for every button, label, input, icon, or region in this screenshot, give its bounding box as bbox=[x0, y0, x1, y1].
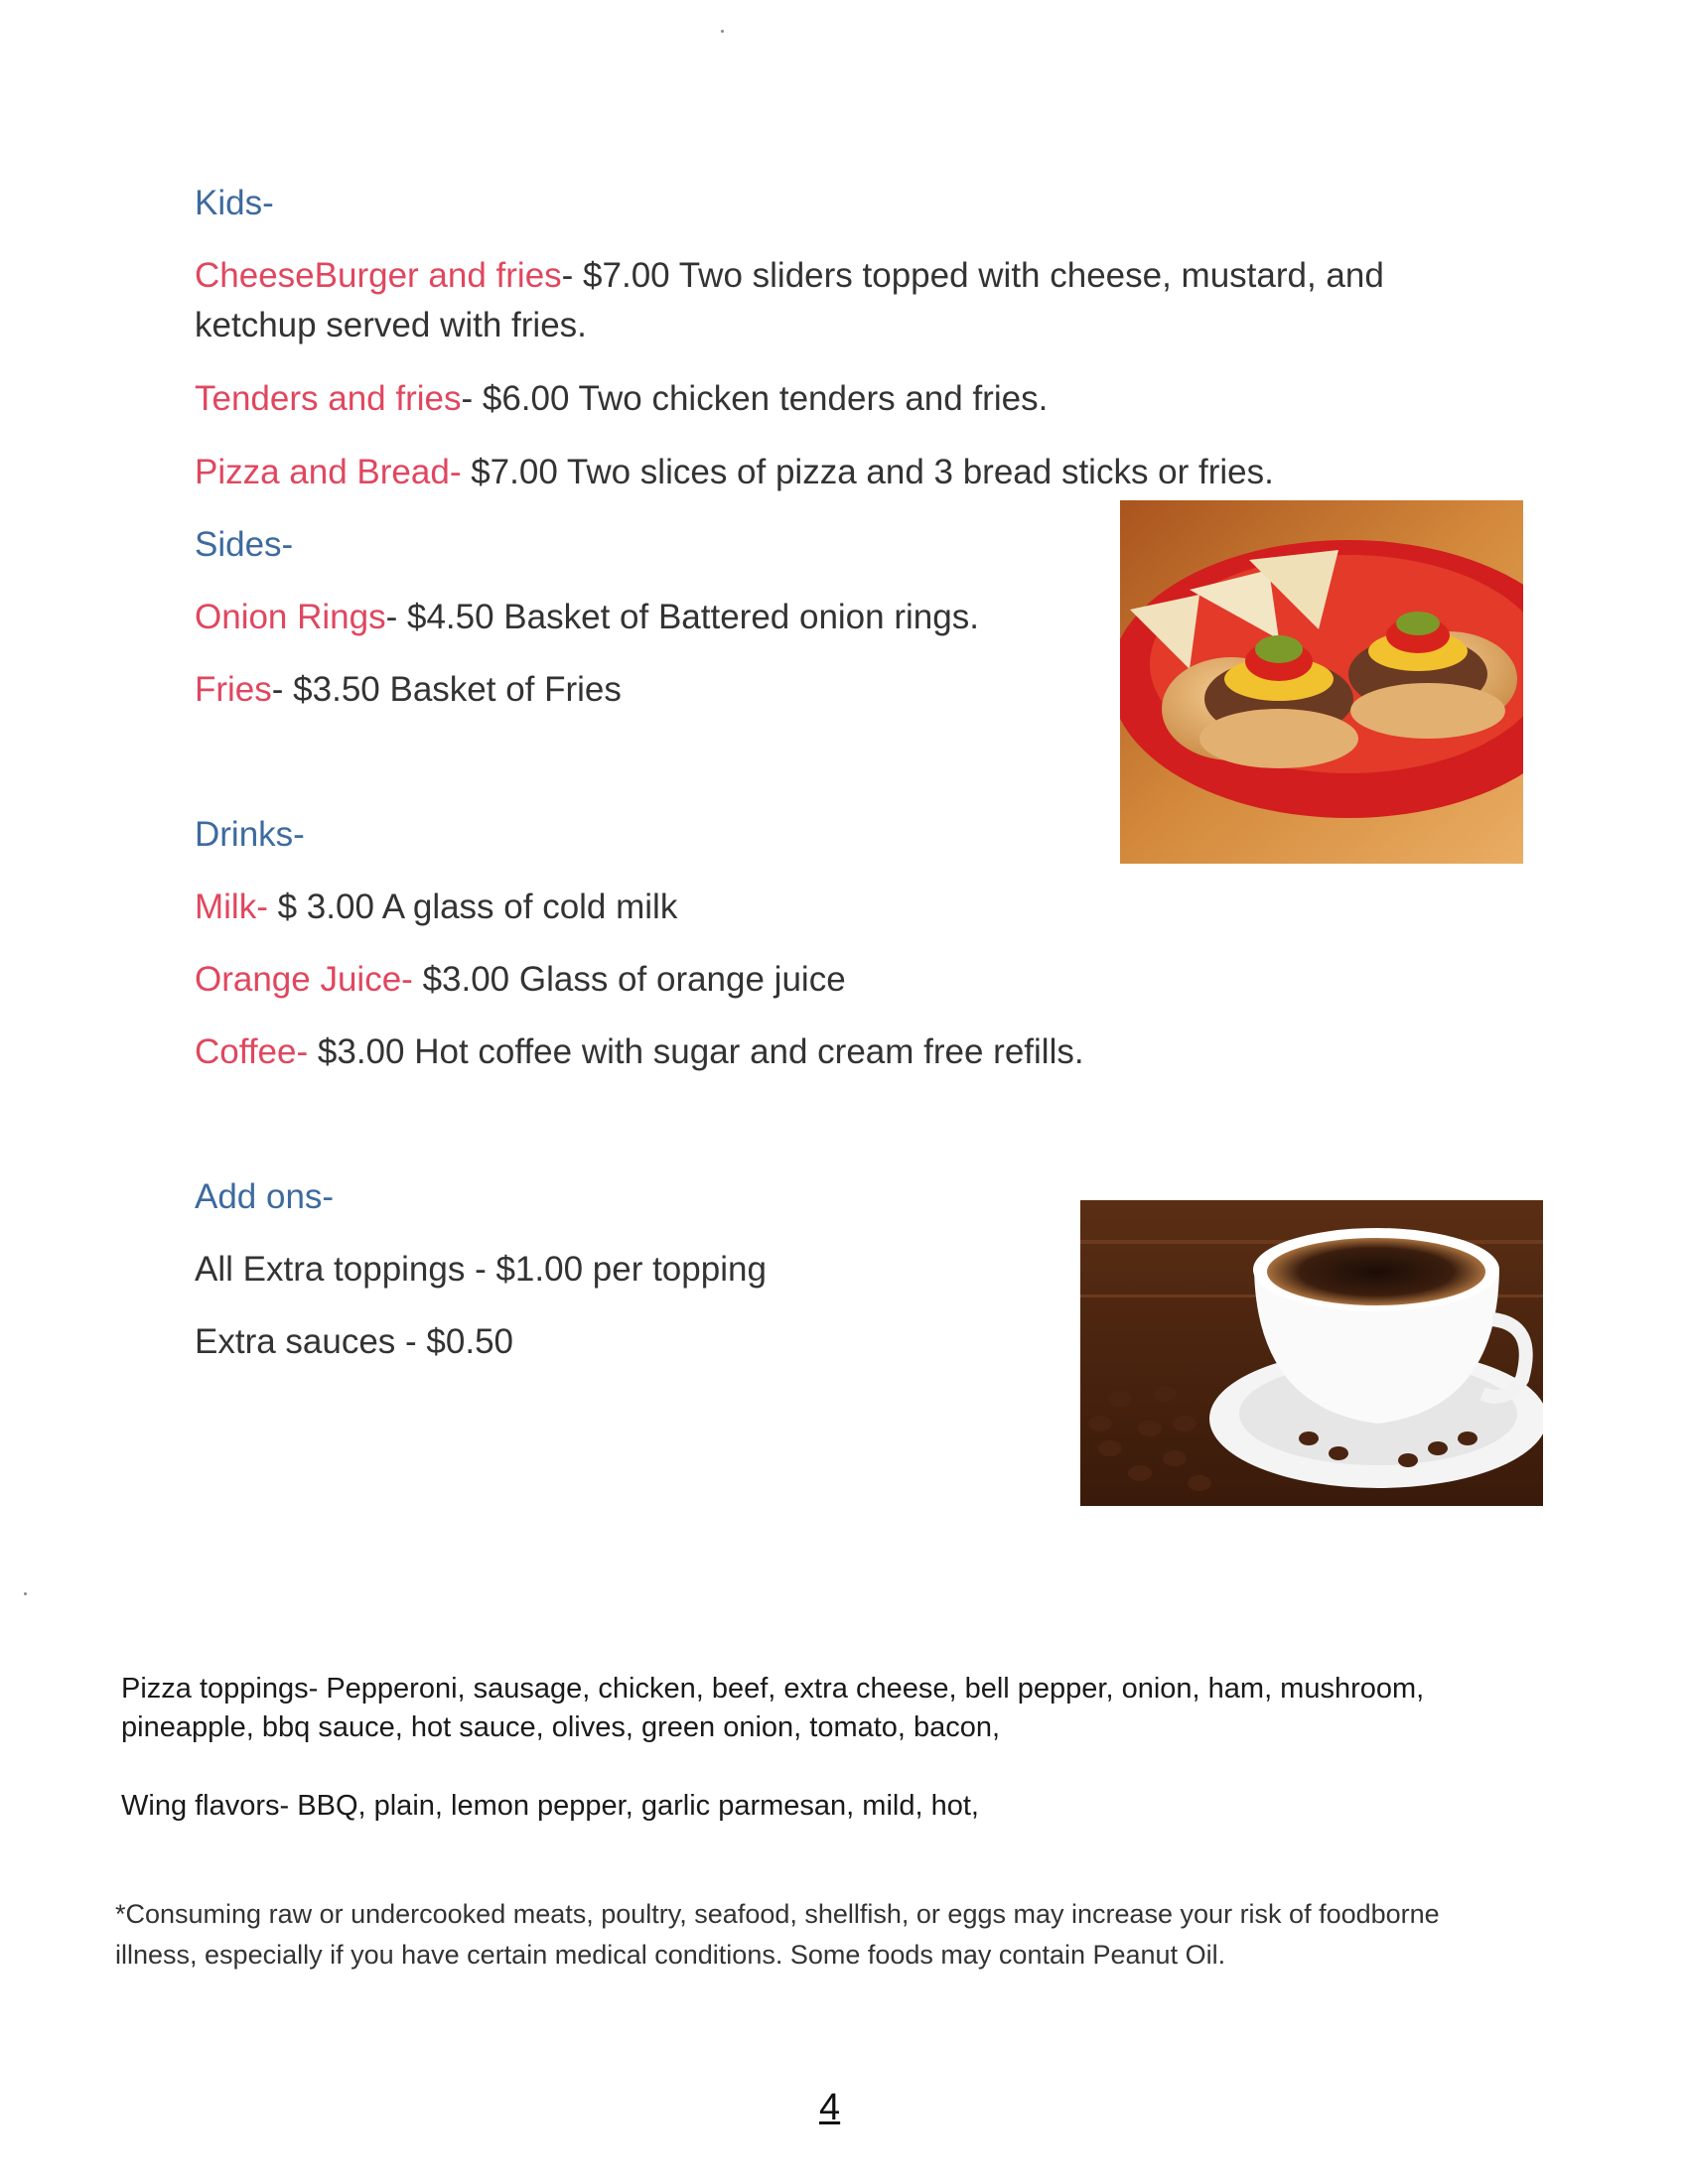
item-separator bbox=[308, 1032, 318, 1071]
item-name: Pizza and Bread- bbox=[195, 453, 462, 491]
item-separator: - bbox=[385, 598, 407, 636]
item-name: Tenders and fries bbox=[195, 379, 462, 418]
addon-extra-sauces: Extra sauces - $0.50 bbox=[195, 1322, 513, 1361]
pizza-toppings-note: Pizza toppings- Pepperoni, sausage, chicken, beef, extra cheese, bell pepper, onion, ham, mushroom, pineapple, bbq sauce, hot sauce, olives, green onion, tomato, bacon, bbox=[121, 1673, 1425, 1743]
item-name: CheeseBurger and fries bbox=[195, 256, 562, 295]
drinks-item-orange-juice bbox=[195, 955, 1416, 1005]
scan-speck bbox=[721, 30, 724, 33]
addons-heading: Add ons- bbox=[195, 1177, 335, 1216]
item-description: $ 3.00 A glass of cold milk bbox=[277, 887, 678, 926]
item-description: $6.00 Two chicken tenders and fries. bbox=[482, 379, 1049, 418]
item-name: Coffee- bbox=[195, 1032, 309, 1071]
item-name: Orange Juice- bbox=[195, 960, 413, 999]
item-separator: - bbox=[461, 379, 483, 418]
kids-heading: Kids- bbox=[195, 184, 274, 222]
sides-heading: Sides- bbox=[195, 525, 294, 564]
item-description: $3.00 Glass of orange juice bbox=[422, 960, 846, 999]
item-description: $4.50 Basket of Battered onion rings. bbox=[407, 598, 979, 636]
drinks-item-milk bbox=[195, 883, 1416, 932]
item-description: $7.00 Two sliders topped with cheese, mustard, and ketchup served with fries. bbox=[195, 256, 1384, 344]
scan-speck bbox=[24, 1592, 27, 1595]
item-separator: - bbox=[271, 670, 294, 709]
kids-item-tenders bbox=[195, 374, 1416, 424]
drinks-item-coffee bbox=[195, 1027, 1416, 1077]
kids-item-cheeseburger bbox=[195, 251, 1416, 350]
page-number: 4 bbox=[819, 2087, 841, 2128]
item-separator bbox=[268, 887, 278, 926]
addon-extra-toppings: All Extra toppings - $1.00 per topping bbox=[195, 1250, 767, 1289]
wing-flavors-note: Wing flavors- BBQ, plain, lemon pepper, garlic parmesan, mild, hot, bbox=[121, 1790, 979, 1822]
drinks-heading: Drinks- bbox=[195, 815, 305, 854]
sliders-photo bbox=[1120, 500, 1523, 864]
item-separator bbox=[413, 960, 423, 999]
item-name: Onion Rings bbox=[195, 598, 386, 636]
item-description: $3.00 Hot coffee with sugar and cream free refills. bbox=[317, 1032, 1084, 1071]
item-separator bbox=[461, 453, 471, 491]
kids-item-pizza-bread bbox=[195, 448, 1416, 497]
item-name: Fries bbox=[195, 670, 272, 709]
item-description: $7.00 Two slices of pizza and 3 bread sticks or fries. bbox=[471, 453, 1274, 491]
coffee-photo bbox=[1080, 1200, 1543, 1506]
food-safety-disclaimer: *Consuming raw or undercooked meats, poultry, seafood, shellfish, or eggs may increase your risk of foodborne illness, especially if you have certain medical conditions. Some foods may contain Peanut Oil. bbox=[115, 1899, 1440, 1970]
item-name: Milk- bbox=[195, 887, 268, 926]
item-description: $3.50 Basket of Fries bbox=[293, 670, 622, 709]
item-separator: - bbox=[561, 256, 584, 295]
